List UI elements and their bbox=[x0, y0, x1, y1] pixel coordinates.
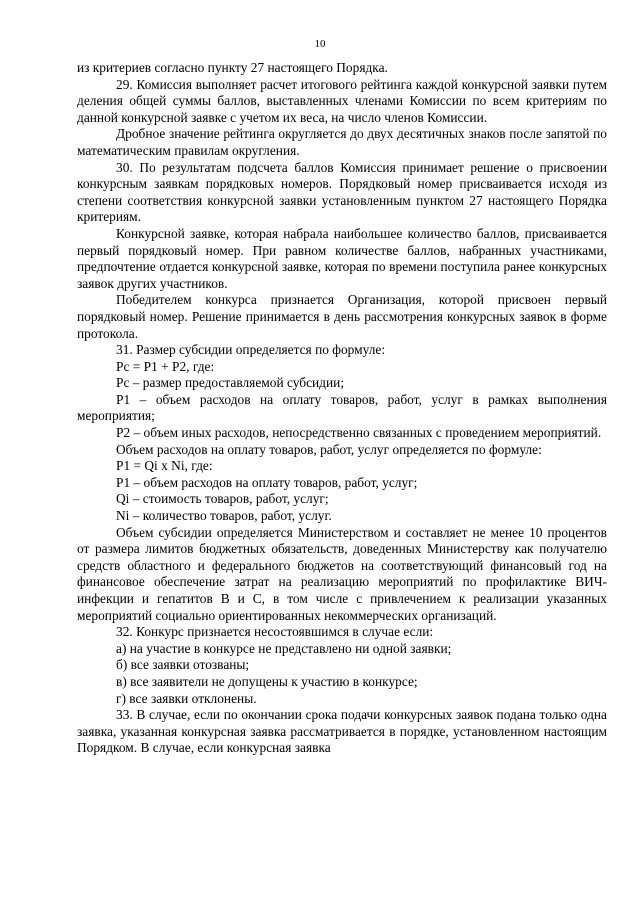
page-number: 10 bbox=[314, 38, 326, 50]
formula-definition: Р1 – объем расходов на оплату товаров, работ, услуг в рамках выполнения мероприятия; bbox=[77, 391, 607, 424]
paragraph-rounding: Дробное значение рейтинга округляется до двух десятичных знаков после запятой по математическим правилам округления. bbox=[77, 126, 607, 158]
paragraph-item-30: 30. По результатам подсчета баллов Комиссия принимает решение о присвоении конкурсным заявкам порядковых номеров. Порядковый номер присваивается исходя из степени соответствия конкурсной заявки установленным пунктом 27 настоящего Порядка критериям. bbox=[77, 159, 607, 225]
paragraph-item-29: 29. Комиссия выполняет расчет итогового рейтинга каждой конкурсной заявки путем деления общей суммы баллов, выставленных членами Комиссии по всем критериям по данной конкурсной заявке с учетом их веса, на число членов Комиссии. bbox=[77, 76, 607, 125]
list-item: в) все заявители не допущены к участию в конкурсе; bbox=[116, 673, 418, 689]
paragraph-formula-intro: Объем расходов на оплату товаров, работ, услуг определяется по формуле: bbox=[116, 441, 542, 457]
formula-definition: Ni – количество товаров, работ, услуг. bbox=[116, 508, 332, 524]
paragraph-item-31: 31. Размер субсидии определяется по формуле: bbox=[116, 342, 386, 358]
list-item: а) на участие в конкурсе не представлено ни одной заявки; bbox=[116, 640, 452, 656]
formula-definition: Рс – размер предоставляемой субсидии; bbox=[116, 375, 345, 391]
formula-definition: Р2 – объем иных расходов, непосредственно связанных с проведением мероприятий. bbox=[116, 425, 602, 441]
formula-line: Р1 = Qi х Ni, где: bbox=[116, 458, 213, 474]
paragraph-item-33: 33. В случае, если по окончании срока подачи конкурсных заявок подана только одна заявка, указанная конкурсная заявка рассматривается в порядке, установленном настоящим Порядком. В случае, если конкурсная заявка bbox=[77, 707, 607, 756]
paragraph-first-number: Конкурсной заявке, которая набрала наибольшее количество баллов, присваивается первый порядковый номер. При равном количестве баллов, набранных участниками, предпочтение отдается конкурсной заявке, которая по времени поступила ранее конкурсных заявок других участников. bbox=[77, 225, 607, 291]
paragraph-item-32: 32. Конкурс признается несостоявшимся в случае если: bbox=[116, 624, 434, 640]
paragraph-subsidy-volume: Объем субсидии определяется Министерством и составляет не менее 10 процентов от размера лимитов бюджетных обязательств, доведенных Министерству как получателю средств областного и федерального бюджетов на соответствующий финансовый год на финансовое обеспечение затрат на реализацию мероприятий по профилактике ВИЧ-инфекции и гепатитов В и С, в том числе с привлечением к реализации указанных мероприятий социально ориентированных некоммерческих организаций. bbox=[77, 524, 607, 623]
formula-line: Рс = Р1 + Р2, где: bbox=[116, 358, 215, 374]
list-item: г) все заявки отклонены. bbox=[116, 690, 257, 706]
list-item: б) все заявки отозваны; bbox=[116, 657, 250, 673]
formula-definition: Qi – стоимость товаров, работ, услуг; bbox=[116, 491, 329, 507]
document-body bbox=[77, 60, 607, 757]
formula-definition: Р1 – объем расходов на оплату товаров, работ, услуг; bbox=[116, 474, 418, 490]
paragraph-continuation: из критериев согласно пункту 27 настоящего Порядка. bbox=[77, 60, 388, 75]
paragraph-winner: Победителем конкурса признается Организация, которой присвоен первый порядковый номер. Решение принимается в день рассмотрения конкурсных заявок в форме протокола. bbox=[77, 292, 607, 341]
